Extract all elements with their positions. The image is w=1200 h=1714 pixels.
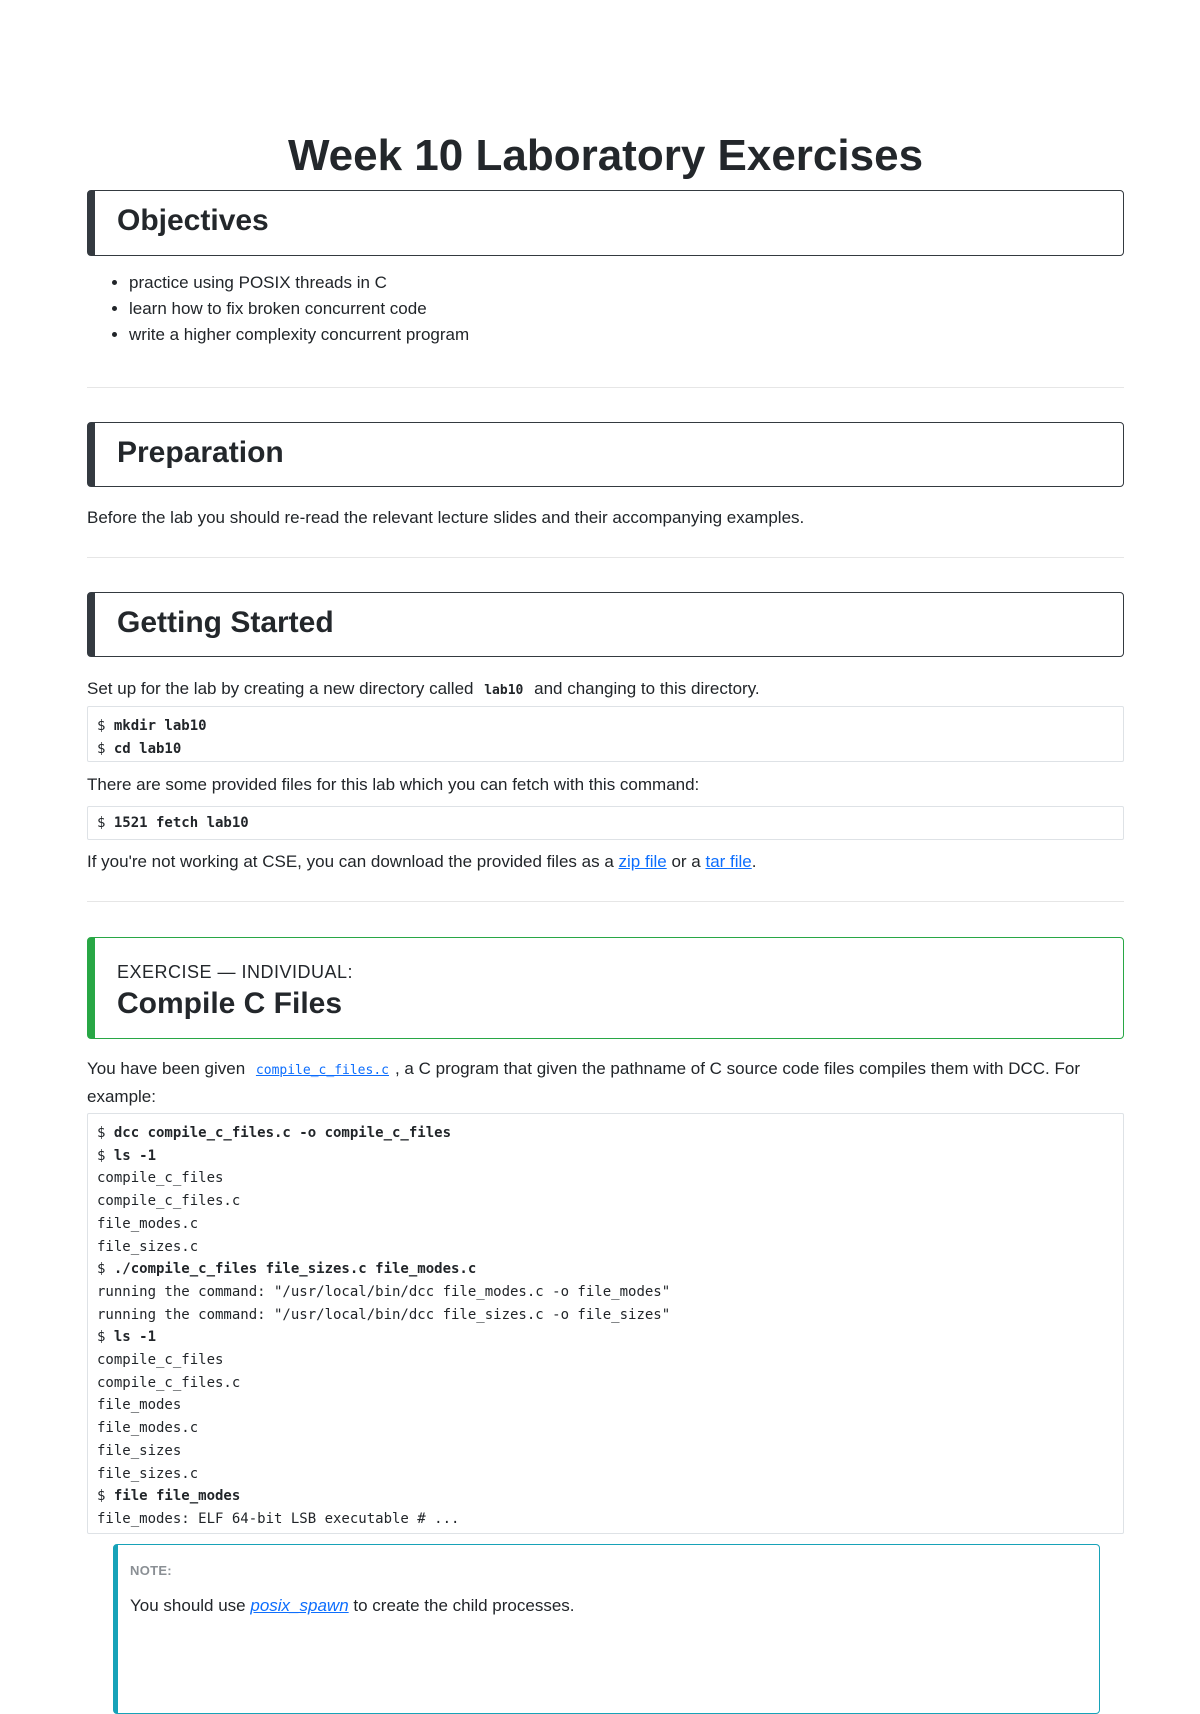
code-line [97, 1394, 1114, 1417]
code-line [97, 1463, 1114, 1486]
intro-text: and changing to this directory. [534, 679, 760, 698]
output: file_modes: ELF 64-bit LSB executable # ... [97, 1510, 460, 1527]
code-line [97, 1485, 1114, 1508]
code-line [97, 1236, 1114, 1259]
command: ls -1 [113, 1329, 157, 1346]
output: compile_c_files [97, 1352, 224, 1369]
list-item: • write a higher complexity concurrent program [129, 322, 469, 348]
output: file_sizes [97, 1442, 182, 1459]
period: . [751, 852, 757, 871]
setup-code-block [87, 706, 1124, 762]
note-label: NOTE: [130, 1563, 172, 1578]
session-code-block [87, 1113, 1124, 1534]
command: ./compile_c_files file_sizes.c file_modes.c [113, 1261, 477, 1278]
intro-text: Set up for the lab by creating a new directory called [87, 679, 474, 698]
exercise-heading-box [87, 937, 1124, 1039]
note-box [113, 1544, 1100, 1714]
getting-started-intro [87, 676, 1124, 704]
getting-started-heading-box [87, 592, 1124, 657]
preparation-heading-box [87, 422, 1124, 487]
code-line [97, 1145, 1114, 1168]
preparation-text: Before the lab you should re-read the relevant lecture slides and their accompanying examples. [87, 508, 805, 527]
output: running the command: "/usr/local/bin/dcc file_sizes.c -o file_sizes" [97, 1306, 671, 1323]
code-line [97, 1304, 1114, 1327]
command: ls -1 [113, 1147, 157, 1164]
code-line [97, 1372, 1114, 1395]
prompt: $ [97, 1329, 114, 1346]
section-divider [87, 901, 1124, 902]
objectives-heading: Objectives [117, 204, 269, 237]
code-line [97, 1440, 1114, 1463]
list-item: • practice using POSIX threads in C [129, 270, 469, 296]
objectives-heading-box [87, 190, 1124, 256]
output: compile_c_files [97, 1170, 224, 1187]
code-line [97, 1349, 1114, 1372]
prompt: $ [97, 1125, 114, 1141]
download-text [87, 849, 1124, 875]
code-line [97, 1122, 1114, 1145]
output: running the command: "/usr/local/bin/dcc file_modes.c -o file_modes" [97, 1283, 671, 1300]
tar-file-link[interactable]: tar file [705, 852, 752, 871]
getting-started-heading: Getting Started [117, 606, 334, 639]
output: file_sizes.c [97, 1238, 199, 1255]
note-text-end: to create the child processes. [353, 1596, 575, 1615]
exercise-heading: Compile C Files [117, 987, 343, 1020]
section-divider [87, 557, 1124, 558]
list-item: • learn how to fix broken concurrent code [129, 296, 469, 322]
directory-name: lab10 [484, 683, 524, 698]
objectives-list [87, 270, 469, 348]
posix-spawn-link[interactable]: posix_spawn [250, 1596, 349, 1615]
command: 1521 fetch lab10 [113, 815, 249, 831]
code-line [97, 1326, 1114, 1349]
prompt: $ [97, 1261, 114, 1278]
code-line [97, 1258, 1114, 1281]
code-line [97, 1417, 1114, 1440]
zip-file-link[interactable]: zip file [618, 852, 667, 871]
output: file_sizes.c [97, 1465, 199, 1482]
code-line [97, 1190, 1114, 1213]
exercise-intro-end: , a C program that given the pathname of C source code files compiles them with DCC. For example: [87, 1059, 1081, 1106]
code-line [97, 1167, 1114, 1190]
command: mkdir lab10 [113, 718, 207, 734]
command: dcc compile_c_files.c -o compile_c_files [113, 1125, 452, 1141]
exercise-intro [87, 1056, 1124, 1110]
code-line: $ 1521 fetch lab10 [97, 815, 249, 831]
source-file-link[interactable]: compile_c_files.c [255, 1063, 389, 1078]
or-text: or a [671, 852, 701, 871]
download-text-start: If you're not working at CSE, you can download the provided files as a [87, 852, 614, 871]
exercise-kicker: EXERCISE — INDIVIDUAL: [117, 962, 354, 982]
code-line: $ mkdir lab10 [97, 718, 207, 734]
prompt: $ [97, 1147, 114, 1164]
code-line [97, 1508, 1114, 1531]
prompt: $ [97, 1488, 114, 1505]
page-title: Week 10 Laboratory Exercises [287, 131, 924, 180]
output: file_modes.c [97, 1215, 199, 1232]
note-text-start: You should use [130, 1596, 246, 1615]
fetch-text: There are some provided files for this lab which you can fetch with this command: [87, 775, 700, 794]
code-line: $ cd lab10 [97, 740, 182, 757]
output: file_modes.c [97, 1420, 199, 1437]
note-text [130, 1593, 575, 1619]
output: compile_c_files.c [97, 1374, 241, 1391]
exercise-intro-start: You have been given [87, 1059, 246, 1078]
command: cd lab10 [113, 740, 182, 757]
preparation-heading: Preparation [117, 436, 284, 469]
output: file_modes [97, 1397, 182, 1414]
code-line [97, 1281, 1114, 1304]
code-line [97, 1213, 1114, 1236]
output: compile_c_files.c [97, 1193, 241, 1210]
command: file file_modes [113, 1488, 241, 1505]
section-divider [87, 387, 1124, 388]
fetch-code-block [87, 806, 1124, 840]
